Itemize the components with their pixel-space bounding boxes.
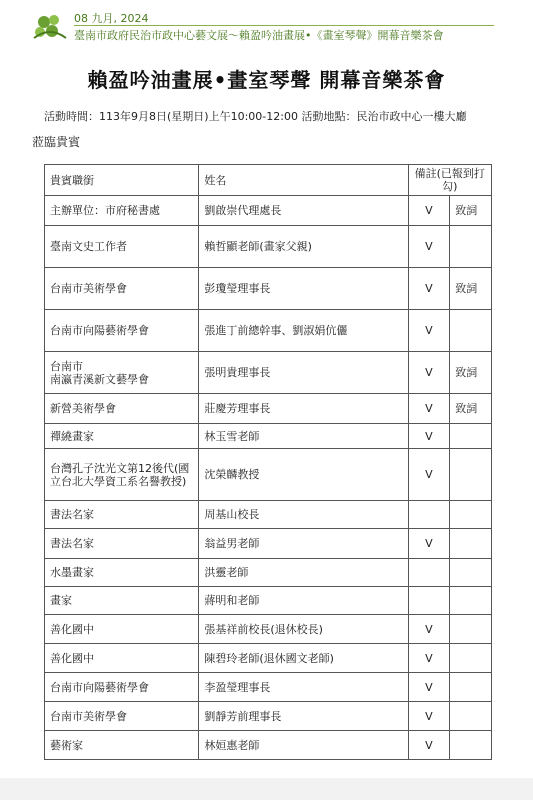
header-rule	[74, 25, 494, 26]
note-cell	[450, 529, 492, 559]
guests-label: 蒞臨貴賓	[32, 135, 81, 149]
note-cell	[450, 424, 492, 449]
guest-name-cell: 莊慶芳理事長	[199, 394, 408, 424]
table-row	[45, 587, 492, 615]
table-header-row	[45, 165, 492, 196]
table-row	[45, 644, 492, 673]
checkin-mark-cell: V	[408, 702, 450, 731]
event-info: 活動時間：113年9月8日(星期日)上午10:00-12:00 活動地點：民治市政中心一樓大廳	[44, 110, 467, 123]
guest-name-cell: 周基山校長	[199, 501, 408, 529]
guest-title-cell: 善化國中	[45, 644, 199, 673]
guest-title-cell: 畫家	[45, 587, 199, 615]
table-row	[45, 501, 492, 529]
guest-title-cell: 禪繞畫家	[45, 424, 199, 449]
guest-title-cell: 藝術家	[45, 731, 199, 760]
table-row	[45, 559, 492, 587]
table-row	[45, 310, 492, 352]
table-row	[45, 731, 492, 760]
checkin-mark-cell: V	[408, 673, 450, 702]
guest-title-cell: 新營美術學會	[45, 394, 199, 424]
table-row	[45, 226, 492, 268]
checkin-mark-cell: V	[408, 310, 450, 352]
guest-title-cell: 主辦單位：市府秘書處	[45, 196, 199, 226]
note-cell: 致詞	[450, 196, 492, 226]
table-row	[45, 702, 492, 731]
guest-title-cell: 台灣孔子沈光文第12後代(國立台北大學資工系名譽教授)	[45, 449, 199, 501]
guest-title-cell: 台南市 南瀛青溪新文藝學會	[45, 352, 199, 394]
guest-name-cell: 沈榮麟教授	[199, 449, 408, 501]
note-cell: 致詞	[450, 394, 492, 424]
checkin-mark-cell: V	[408, 615, 450, 644]
note-cell	[450, 587, 492, 615]
table-row	[45, 529, 492, 559]
guest-name-cell: 林姮惠老師	[199, 731, 408, 760]
header-date: 08 九月, 2024	[74, 12, 149, 25]
table-row	[45, 673, 492, 702]
checkin-mark-cell	[408, 501, 450, 529]
guest-name-cell: 林玉雪老師	[199, 424, 408, 449]
header-title-cell: 貴賓職銜	[45, 165, 199, 196]
checkin-mark-cell	[408, 587, 450, 615]
header-org-line: 臺南市政府民治市政中心藝文展～賴盈吟油畫展•《畫室琴聲》開幕音樂茶會	[74, 29, 444, 42]
guest-title-cell: 台南市向陽藝術學會	[45, 310, 199, 352]
note-cell	[450, 673, 492, 702]
checkin-mark-cell: V	[408, 644, 450, 673]
guest-name-cell: 洪靈老師	[199, 559, 408, 587]
note-cell	[450, 644, 492, 673]
checkin-mark-cell: V	[408, 424, 450, 449]
guest-title-cell: 書法名家	[45, 529, 199, 559]
guest-name-cell: 李盈瑩理事長	[199, 673, 408, 702]
checkin-mark-cell: V	[408, 449, 450, 501]
note-cell	[450, 702, 492, 731]
guest-title-cell: 台南市美術學會	[45, 702, 199, 731]
guest-name-cell: 張明貴理事長	[199, 352, 408, 394]
note-cell	[450, 501, 492, 529]
header-name-cell: 姓名	[199, 165, 408, 196]
header-remark-cell: 備註(已報到打勾)	[408, 165, 491, 196]
table-row	[45, 268, 492, 310]
table-row	[45, 615, 492, 644]
checkin-mark-cell: V	[408, 196, 450, 226]
guest-name-cell: 彭瓊瑩理事長	[199, 268, 408, 310]
guest-title-cell: 台南市美術學會	[45, 268, 199, 310]
note-cell	[450, 226, 492, 268]
guest-title-cell: 書法名家	[45, 501, 199, 529]
organization-logo-icon	[30, 12, 70, 42]
guest-title-cell: 臺南文史工作者	[45, 226, 199, 268]
note-cell: 致詞	[450, 352, 492, 394]
guest-name-cell: 張進丁前總幹事、劉淑娟伉儷	[199, 310, 408, 352]
note-cell	[450, 310, 492, 352]
checkin-mark-cell: V	[408, 352, 450, 394]
checkin-mark-cell: V	[408, 268, 450, 310]
note-cell	[450, 449, 492, 501]
note-cell	[450, 731, 492, 760]
guest-title-cell: 水墨畫家	[45, 559, 199, 587]
guest-name-cell: 張基祥前校長(退休校長)	[199, 615, 408, 644]
note-cell	[450, 615, 492, 644]
checkin-mark-cell: V	[408, 529, 450, 559]
guest-name-cell: 賴哲顯老師(畫家父親)	[199, 226, 408, 268]
guest-name-cell: 陳碧玲老師(退休國文老師)	[199, 644, 408, 673]
guest-name-cell: 劉靜芳前理事長	[199, 702, 408, 731]
note-cell: 致詞	[450, 268, 492, 310]
table-row	[45, 196, 492, 226]
table-row	[45, 394, 492, 424]
table-row	[45, 449, 492, 501]
guest-title-cell: 台南市向陽藝術學會	[45, 673, 199, 702]
guest-name-cell: 蔣明和老師	[199, 587, 408, 615]
guest-name-cell: 翁益男老師	[199, 529, 408, 559]
table-row	[45, 352, 492, 394]
checkin-mark-cell: V	[408, 394, 450, 424]
checkin-mark-cell	[408, 559, 450, 587]
note-cell	[450, 559, 492, 587]
page-bottom-edge	[0, 778, 533, 800]
checkin-mark-cell: V	[408, 731, 450, 760]
guest-title-cell: 善化國中	[45, 615, 199, 644]
page-title: 賴盈吟油畫展•畫室琴聲 開幕音樂茶會	[87, 68, 446, 92]
checkin-mark-cell: V	[408, 226, 450, 268]
guest-table	[44, 164, 492, 760]
page-header	[0, 0, 533, 48]
table-row	[45, 424, 492, 449]
guest-name-cell: 劉啟崇代理處長	[199, 196, 408, 226]
